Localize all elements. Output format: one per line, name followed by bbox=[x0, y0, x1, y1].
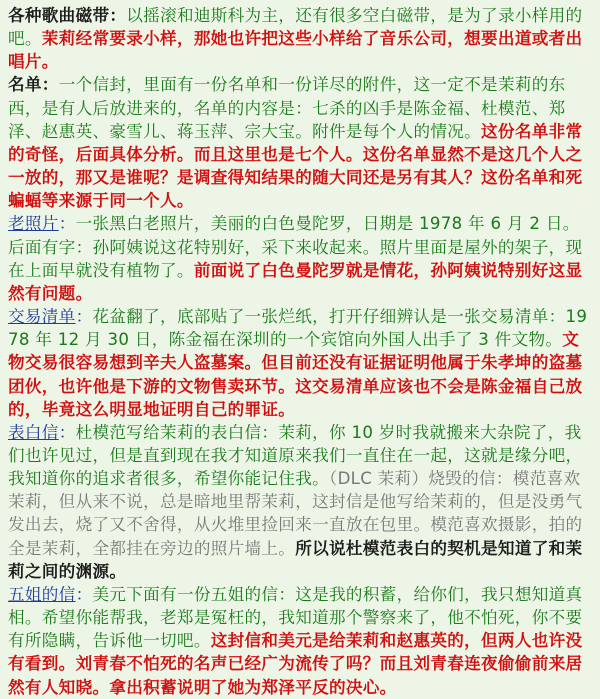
heading-separator: ： bbox=[75, 307, 93, 327]
heading-separator: ： bbox=[75, 584, 93, 604]
trade-description: 花盆翻了，底部贴了一张烂纸，打开仔细辨认是一张交易清单：1978 年 12 月 30 日，陈金福在深圳的一个宾馆向外国人出手了 3 件文物。 bbox=[8, 307, 588, 350]
section-list bbox=[8, 73, 592, 212]
tapes-analysis: 茉莉经常要录小样，那她也许把这些小样给了音乐公司，想要出道或者出唱片。 bbox=[8, 29, 583, 72]
confession-conclusion: 所以说杜模范表白的契机是知道了和茉莉之间的渊源。 bbox=[8, 538, 583, 581]
photo-description: 一张黑白老照片，美丽的白色曼陀罗，日期是 1978 年 6 月 2 日。后面有字：孙阿姨说这花特别好，采下来收起来。照片里面是屋外的架子，现在上面早就没有植物了。 bbox=[8, 214, 583, 280]
confession-description: 杜模范写给茉莉的表白信：茉莉，你 10 岁时我就搬来大杂院了，我们也许见过，但是直到现在我才知道原来我们一直住在一起，这就是缘分吧，我知道你的追求者很多，希望你能记住我。 bbox=[8, 422, 583, 489]
section-heading-list: 名单 bbox=[8, 75, 42, 95]
section-heading-photo: 老照片 bbox=[8, 214, 59, 234]
section-heading-sister-letter: 五姐的信 bbox=[8, 584, 76, 604]
confession-dlc-note: （DLC 茉莉）烧毁的信：模范喜欢茉莉，但从来不说，总是暗地里帮茉莉，这封信是他写给茉莉的，但是没勇气发出去，烧了又不舍得，从火堆里捡回来一直放在包里。模范喜欢摄影，拍的全是茉莉，全都挂在旁边的照片墙上。 bbox=[8, 469, 583, 558]
section-heading-tapes: 各种歌曲磁带 bbox=[8, 6, 110, 25]
heading-separator: ： bbox=[58, 214, 76, 234]
list-analysis: 这份名单非常的奇怪，后面具体分析。而且这里也是七个人。这份名单显然不是这几个人之一放的，那又是谁呢？是调查得知结果的随大同还是另有其人？这份名单和死蝙蝠等来源于同一个人。 bbox=[8, 121, 583, 211]
list-description: 一个信封，里面有一份名单和一份详尽的附件，这一定不是茉莉的东西，是有人后放进来的，名单的内容是：七杀的凶手是陈金福、杜模范、郑泽、赵惠英、豪雪儿、蒋玉萍、宗大宝。附件是每个人的情况。 bbox=[8, 75, 566, 141]
photo-analysis: 前面说了白色曼陀罗就是情花，孙阿姨说特别好这显然有问题。 bbox=[8, 260, 583, 303]
sister-letter-description: 美元下面有一份五姐的信：这是我的积蓄，给你们，我只想知道真相。希望你能帮我，老郑是冤枉的，我知道那个警察来了，他不怕死，你不要有所隐瞒，告诉他一切吧。 bbox=[8, 584, 583, 651]
section-trade bbox=[8, 305, 592, 421]
heading-separator: ： bbox=[58, 422, 76, 442]
section-sister-letter bbox=[8, 583, 592, 699]
heading-separator: ： bbox=[109, 6, 127, 25]
heading-separator: ： bbox=[41, 75, 59, 95]
trade-analysis: 文物交易很容易想到辛夫人盗墓案。但目前还没有证据证明他属于朱孝坤的盗墓团伙，也许他是下游的文物售卖环节。这交易清单应该也不会是陈金福自己放的，毕竟这么明显地证明自己的罪证。 bbox=[8, 330, 583, 419]
section-heading-confession: 表白信 bbox=[8, 422, 59, 442]
section-photo bbox=[8, 212, 592, 305]
tapes-description: 以摇滚和迪斯科为主，还有很多空白磁带，是为了录小样用的吧。 bbox=[8, 6, 583, 49]
section-heading-trade: 交易清单 bbox=[8, 307, 76, 327]
sister-letter-analysis: 这封信和美元是给茉莉和赵惠英的，但两人也许没有看到。刘青春不怕死的名声已经广为流传了吗？而且刘青春连夜偷偷前来居然有人知晓。拿出积蓄说明了她为郑泽平反的决心。 bbox=[8, 631, 583, 697]
section-tapes bbox=[8, 4, 592, 73]
section-confession bbox=[8, 421, 592, 583]
